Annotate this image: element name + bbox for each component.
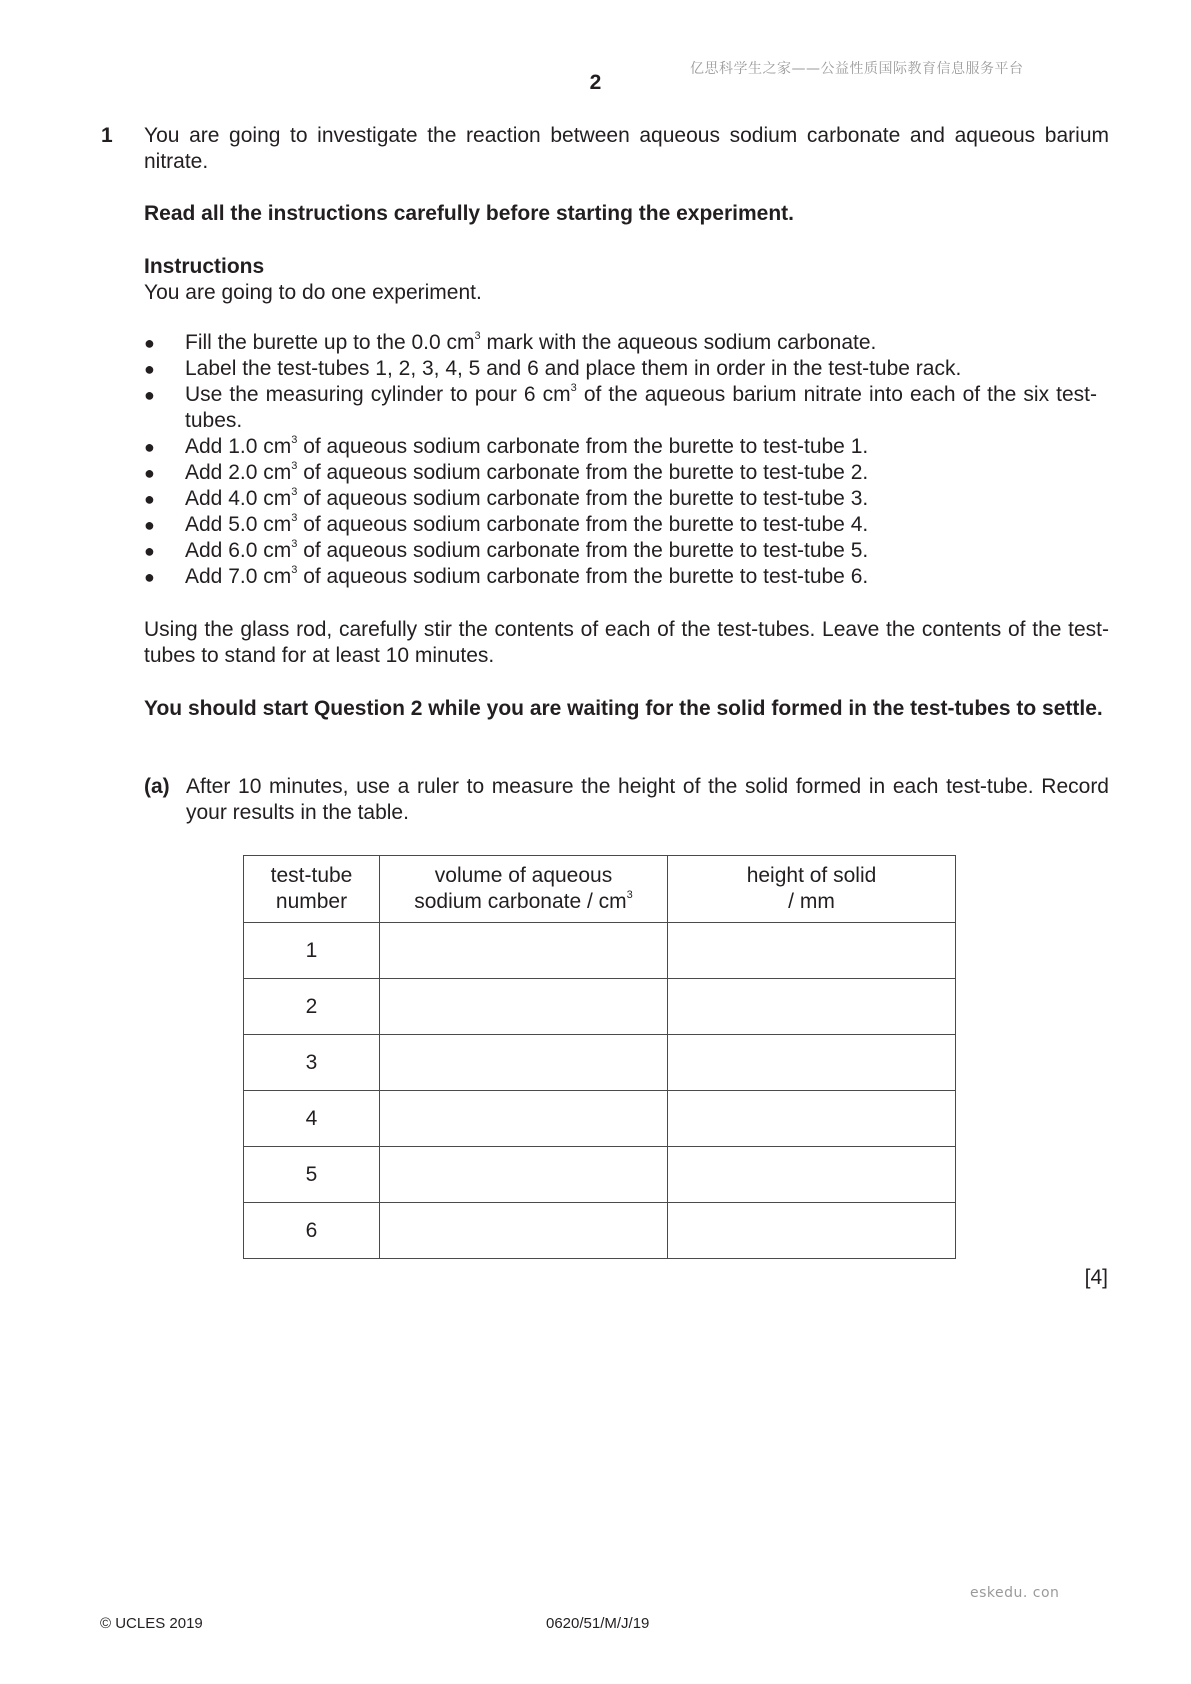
volume-answer-cell[interactable] <box>380 1203 668 1259</box>
height-answer-cell[interactable] <box>668 1091 956 1147</box>
instructions-list <box>142 330 1097 590</box>
height-answer-cell[interactable] <box>668 1147 956 1203</box>
instructions-intro: You are going to do one experiment. <box>144 281 482 304</box>
volume-answer-cell[interactable] <box>380 1091 668 1147</box>
test-tube-number-cell: 4 <box>244 1091 380 1147</box>
list-item <box>142 512 1097 538</box>
read-instructions-note: Read all the instructions carefully before starting the experiment. <box>144 202 794 225</box>
column-header-volume: volume of aqueous sodium carbonate / $cm^3$ <box>380 856 668 923</box>
table-row <box>244 1203 956 1259</box>
marks-allocation: [4] <box>1084 1266 1108 1289</box>
list-item <box>142 330 1097 356</box>
column-header-height: height of solid / mm <box>668 856 956 923</box>
table-row <box>244 1147 956 1203</box>
volume-answer-cell[interactable] <box>380 979 668 1035</box>
bullet-icon: ● <box>144 541 155 561</box>
instructions-heading: Instructions <box>144 255 265 278</box>
bullet-icon: ● <box>144 333 155 353</box>
bullet-text: Add 2.0 $cm^3$ of aqueous sodium carbonate from the burette to test-tube 2. <box>185 460 869 484</box>
test-tube-number-cell: 2 <box>244 979 380 1035</box>
list-item <box>142 382 1097 434</box>
bullet-text: Label the test-tubes 1, 2, 3, 4, 5 and 6 and place them in order in the test-tube rack. <box>185 357 962 380</box>
part-a-text: After 10 minutes, use a ruler to measure the height of the solid formed in each test-tube. Record your results in the table. <box>186 775 1109 824</box>
question-intro: You are going to investigate the reaction between aqueous sodium carbonate and aqueous barium nitrate. <box>144 124 1109 173</box>
question-number: 1 <box>101 124 113 147</box>
bullet-text: Add 1.0 $cm^3$ of aqueous sodium carbonate from the burette to test-tube 1. <box>185 434 869 458</box>
stir-instructions: Using the glass rod, carefully stir the contents of each of the test-tubes. Leave the contents of the test-tubes to stand for at least 10 minutes. <box>144 618 1109 667</box>
footer-site-watermark: eskedu. con <box>970 1585 1060 1601</box>
list-item <box>142 434 1097 460</box>
test-tube-number-cell: 6 <box>244 1203 380 1259</box>
bullet-icon: ● <box>144 385 155 405</box>
test-tube-number-cell: 1 <box>244 923 380 979</box>
table-row <box>244 979 956 1035</box>
bullet-text: Add 6.0 $cm^3$ of aqueous sodium carbonate from the burette to test-tube 5. <box>185 538 869 562</box>
test-tube-number-cell: 5 <box>244 1147 380 1203</box>
height-answer-cell[interactable] <box>668 1203 956 1259</box>
footer-paper-code: 0620/51/M/J/19 <box>546 1615 650 1632</box>
table-header-row <box>244 856 956 923</box>
height-answer-cell[interactable] <box>668 923 956 979</box>
list-item <box>142 356 1097 382</box>
results-table <box>243 855 956 1259</box>
start-question-2-note: You should start Question 2 while you are waiting for the solid formed in the test-tubes to settle. <box>144 697 1103 720</box>
list-item <box>142 486 1097 512</box>
volume-answer-cell[interactable] <box>380 923 668 979</box>
test-tube-number-cell: 3 <box>244 1035 380 1091</box>
list-item <box>142 538 1097 564</box>
table-row <box>244 1035 956 1091</box>
footer-copyright: © UCLES 2019 <box>100 1615 203 1632</box>
list-item <box>142 460 1097 486</box>
list-item <box>142 564 1097 590</box>
table-row <box>244 1091 956 1147</box>
bullet-icon: ● <box>144 567 155 587</box>
bullet-text: Add 7.0 $cm^3$ of aqueous sodium carbonate from the burette to test-tube 6. <box>185 564 869 588</box>
volume-answer-cell[interactable] <box>380 1035 668 1091</box>
bullet-icon: ● <box>144 437 155 457</box>
bullet-text: Fill the burette up to the 0.0 $cm^3$ mark with the aqueous sodium carbonate. <box>185 330 877 354</box>
column-header-test-tube-number: test-tube number <box>244 856 380 923</box>
table-row <box>244 923 956 979</box>
bullet-icon: ● <box>144 359 155 379</box>
part-a-label: (a) <box>144 775 170 798</box>
height-answer-cell[interactable] <box>668 1035 956 1091</box>
bullet-text: Use the measuring cylinder to pour 6 $cm^3$ of the aqueous barium nitrate into each of the six test-tubes. <box>185 382 1097 432</box>
bullet-text: Add 5.0 $cm^3$ of aqueous sodium carbonate from the burette to test-tube 4. <box>185 512 869 536</box>
bullet-icon: ● <box>144 515 155 535</box>
bullet-text: Add 4.0 $cm^3$ of aqueous sodium carbonate from the burette to test-tube 3. <box>185 486 869 510</box>
volume-answer-cell[interactable] <box>380 1147 668 1203</box>
height-answer-cell[interactable] <box>668 979 956 1035</box>
header-watermark: 亿思科学生之家——公益性质国际教育信息服务平台 <box>690 61 1024 77</box>
page-number: 2 <box>589 71 602 94</box>
bullet-icon: ● <box>144 489 155 509</box>
bullet-icon: ● <box>144 463 155 483</box>
